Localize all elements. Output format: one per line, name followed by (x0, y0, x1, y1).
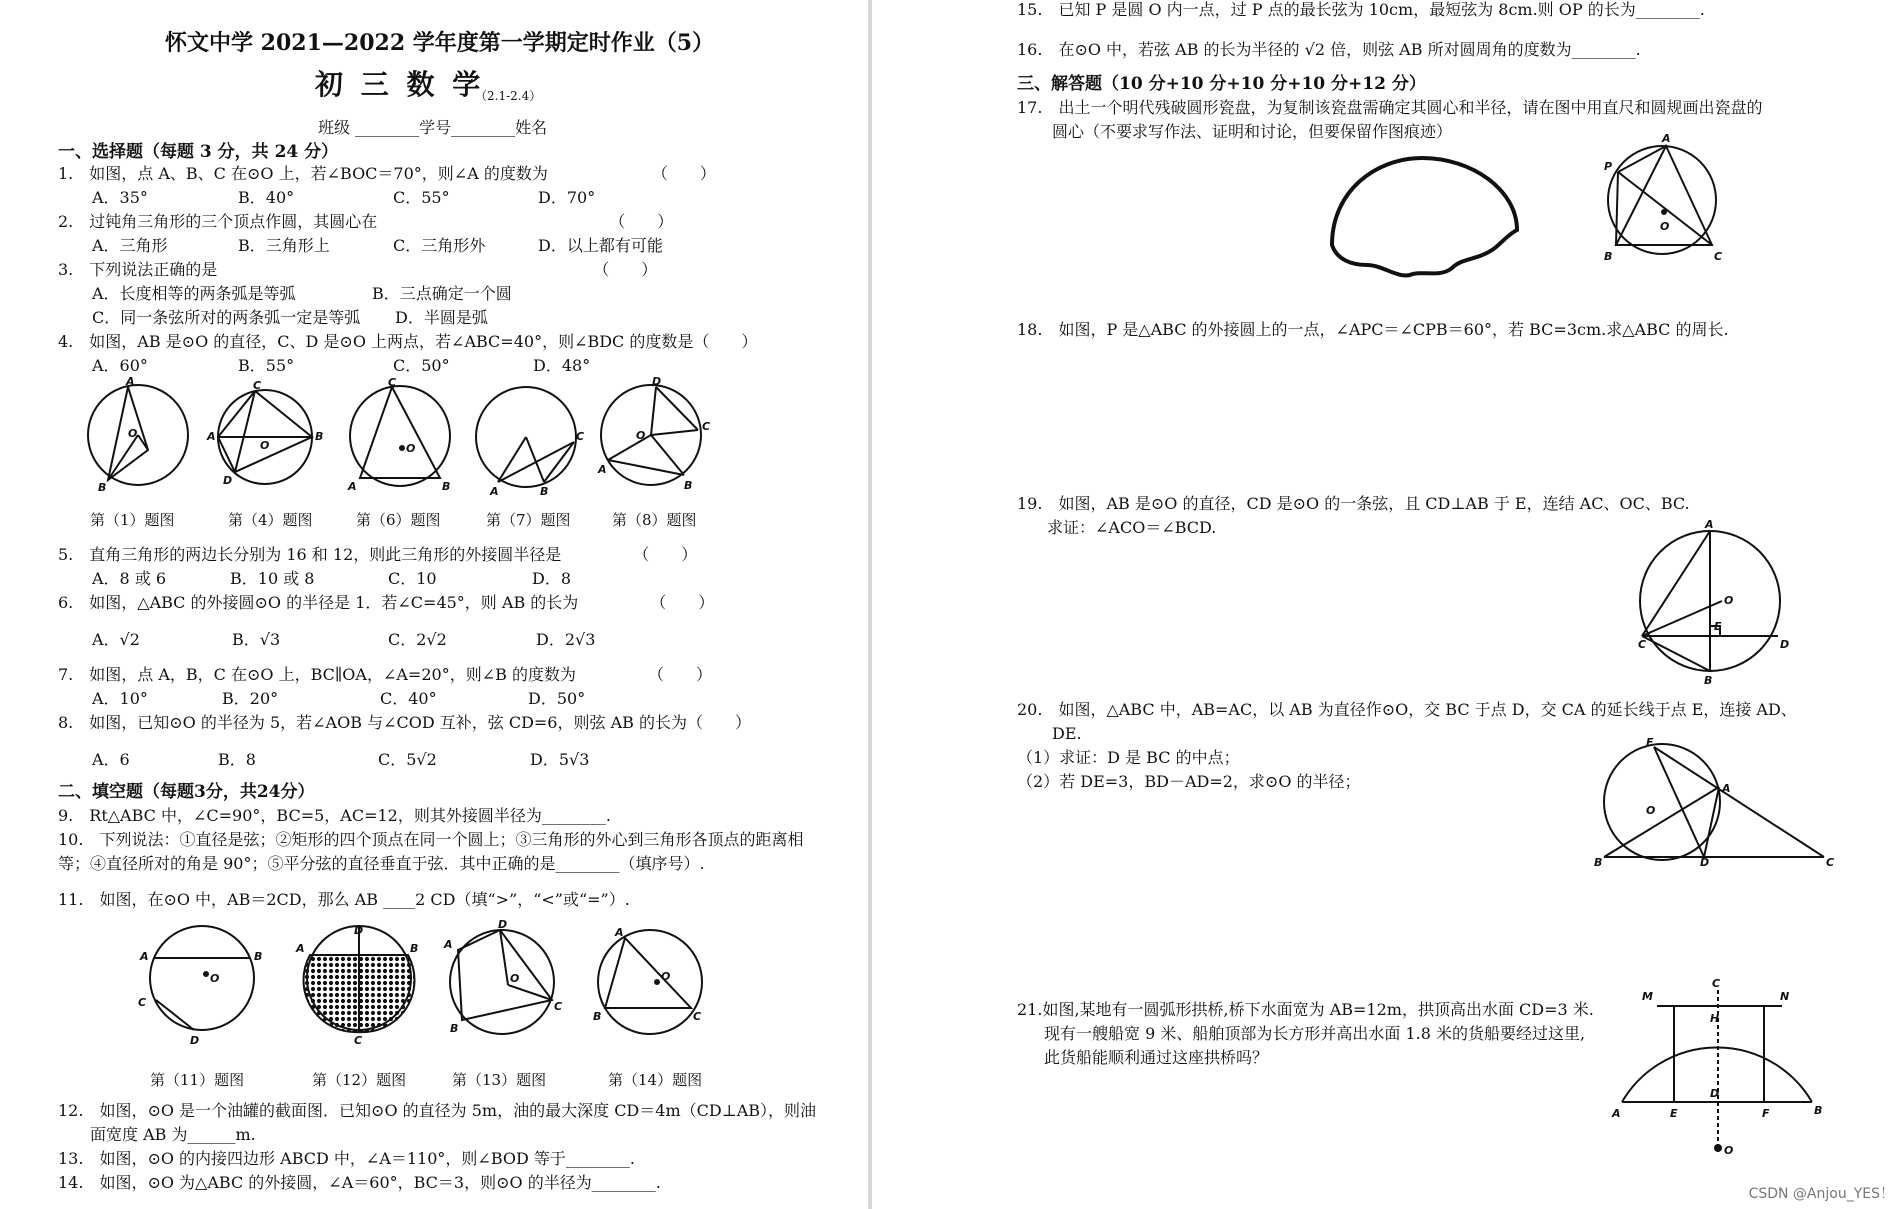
svg-text:C: C (138, 996, 147, 1009)
figure-q11 (132, 920, 272, 1045)
figure-q17-broken-plate (1322, 150, 1522, 285)
svg-text:A: A (348, 480, 357, 493)
q6-option-c: C．2√2 (388, 630, 447, 649)
svg-text:O: O (128, 427, 138, 440)
svg-text:A: A (1705, 518, 1714, 531)
q4-option-a: A．60° (92, 356, 148, 375)
svg-text:A: A (598, 463, 607, 476)
svg-text:O: O (661, 970, 671, 983)
svg-text:B: B (450, 1022, 459, 1035)
section-fill-heading: 二、填空题（每题3分，共24分） (58, 782, 315, 802)
question-8: 8. 如图，已知⊙O 的半径为 5，若∠AOB 与∠COD 互补，弦 CD=6，则弦 AB 的长为（ ） (58, 713, 751, 732)
question-20-line2: DE. (1052, 724, 1082, 743)
subject-title: 初 三 数 学 (315, 68, 485, 101)
svg-text:A: A (615, 926, 624, 939)
question-12-line2: 面宽度 AB 为______m. (90, 1125, 256, 1144)
q5-option-d: D．8 (532, 569, 572, 588)
question-20-part1: （1）求证：D 是 BC 的中点； (1017, 748, 1240, 767)
q1-option-c: C．55° (393, 188, 450, 207)
caption-fig-q13: 第（13）题图 (452, 1071, 547, 1089)
question-9: 9. Rt△ABC 中，∠C=90°，BC=5，AC=12，则其外接圆半径为________. (58, 806, 611, 825)
svg-text:B: B (1814, 1104, 1823, 1117)
question-20-line1: 20. 如图，△ABC 中，AB=AC，以 AB 为直径作⊙O，交 BC 于点 D，交 CA 的延长线于点 E，连接 AD、 (1017, 700, 1797, 719)
question-2: 2. 过钝角三角形的三个顶点作圆，其圆心在 （ ） (58, 212, 674, 231)
question-15: 15. 已知 P 是圆 O 内一点，过 P 点的最长弦为 10cm，最短弦为 8cm.则 OP 的长为________. (1017, 0, 1705, 19)
caption-fig-q1: 第（1）题图 (90, 511, 175, 529)
svg-text:A: A (1722, 782, 1731, 795)
question-20-part2: （2）若 DE=3，BD－AD=2，求⊙O 的半径； (1017, 772, 1361, 791)
left-page (0, 0, 868, 1209)
svg-text:C: C (354, 1034, 363, 1047)
section-choice-heading: 一、选择题（每题 3 分，共 24 分） (58, 142, 339, 162)
watermark: CSDN @Anjou_YES！ (1748, 1186, 1894, 1202)
svg-text:A: A (1662, 132, 1671, 145)
question-1: 1. 如图，点 A、B、C 在⊙O 上，若∠BOC＝70°，则∠A 的度数为 （ ） (58, 164, 716, 183)
question-21-line3: 此货船能顺利通过这座拱桥吗？ (1044, 1048, 1269, 1067)
figure-q21-arch-bridge (1612, 972, 1827, 1157)
q4-option-c: C．50° (393, 356, 450, 375)
svg-text:O: O (510, 972, 520, 985)
svg-text:B: B (410, 942, 419, 955)
q8-option-d: D．5√3 (530, 750, 590, 769)
svg-text:A: A (126, 375, 135, 388)
right-page (872, 0, 1902, 1209)
q3-option-c: C．同一条弦所对的两条弧一定是等弧 (92, 308, 361, 327)
svg-text:O: O (260, 439, 270, 452)
figure-q6 (340, 378, 460, 493)
svg-text:A: A (444, 938, 453, 951)
svg-text:M: M (1642, 990, 1653, 1003)
svg-text:O: O (1646, 804, 1656, 817)
svg-text:B: B (684, 479, 693, 492)
q6-option-d: D．2√3 (536, 630, 596, 649)
question-10-line1: 10. 下列说法：①直径是弦；②矩形的四个顶点在同一个圆上；③三角形的外心到三角形各顶点的距离相 (58, 830, 804, 849)
figure-q7 (468, 382, 588, 497)
svg-text:B: B (540, 485, 549, 498)
svg-text:O: O (1724, 594, 1734, 607)
exam-title: 怀文中学 2021—2022 学年度第一学期定时作业（5） (165, 30, 715, 56)
svg-text:D: D (1700, 856, 1710, 869)
svg-text:B: B (593, 1010, 602, 1023)
svg-text:C: C (1714, 250, 1723, 263)
svg-text:D: D (354, 924, 364, 937)
question-18: 18. 如图，P 是△ABC 的外接圆上的一点，∠APC＝∠CPB＝60°，若 BC=3cm.求△ABC 的周长. (1017, 320, 1729, 339)
svg-text:H: H (1710, 1012, 1720, 1025)
svg-text:O: O (210, 972, 220, 985)
question-21-line2: 现有一艘船宽 9 米、船舶顶部为长方形并高出水面 1.8 米的货船要经过这里, (1044, 1024, 1586, 1043)
svg-text:B: B (1594, 856, 1603, 869)
svg-text:B: B (254, 950, 263, 963)
question-21-line1: 21.如图,某地有一圆弧形拱桥,桥下水面宽为 AB=12m，拱顶高出水面 CD=3 米. (1017, 1000, 1594, 1019)
svg-text:N: N (1780, 990, 1790, 1003)
q7-option-b: B．20° (222, 689, 279, 708)
svg-text:O: O (1724, 1144, 1734, 1157)
q8-option-b: B．8 (218, 750, 256, 769)
figure-q1 (78, 375, 198, 495)
svg-text:E: E (1670, 1107, 1678, 1120)
svg-text:A: A (207, 430, 216, 443)
figure-q4 (205, 379, 325, 492)
svg-text:A: A (296, 942, 305, 955)
q2-option-c: C．三角形外 (393, 236, 486, 255)
student-info-line: 班级 ________学号________姓名 (318, 118, 548, 137)
q3-option-d: D．半圆是弧 (395, 308, 488, 327)
caption-fig-q8: 第（8）题图 (612, 511, 697, 529)
svg-text:C: C (1826, 856, 1835, 869)
question-7: 7. 如图，点 A，B，C 在⊙O 上，BC∥OA，∠A=20°，则∠B 的度数为 （ ） (58, 665, 712, 684)
q1-option-d: D．70° (538, 188, 596, 207)
svg-text:C: C (1712, 977, 1721, 990)
figure-q14 (585, 920, 715, 1045)
svg-text:B: B (1604, 250, 1613, 263)
q5-option-c: C．10 (388, 569, 437, 588)
svg-text:P: P (1604, 160, 1613, 173)
caption-fig-q11: 第（11）题图 (150, 1071, 245, 1089)
q1-option-b: B．40° (238, 188, 295, 207)
q3-option-b: B．三点确定一个圆 (372, 284, 512, 303)
question-19-line2: 求证：∠ACO＝∠BCD. (1047, 518, 1217, 537)
caption-fig-q6: 第（6）题图 (356, 511, 441, 529)
question-11: 11. 如图，在⊙O 中，AB＝2CD，那么 AB ____2 CD（填“>”，“<”或“=”）. (58, 890, 630, 909)
figure-q13 (440, 920, 570, 1045)
question-19-line1: 19. 如图，AB 是⊙O 的直径，CD 是⊙O 的一条弦，且 CD⊥AB 于 E，连结 AC、OC、BC. (1017, 494, 1690, 513)
svg-text:B: B (1704, 674, 1713, 687)
caption-fig-q12: 第（12）题图 (312, 1071, 407, 1089)
figure-q8 (596, 375, 716, 495)
svg-text:E: E (1646, 736, 1654, 749)
svg-text:C: C (554, 1000, 563, 1013)
svg-text:E: E (1714, 620, 1722, 633)
q4-option-b: B．55° (238, 356, 295, 375)
question-5: 5. 直角三角形的两边长分别为 16 和 12，则此三角形的外接圆半径是 （ ） (58, 545, 698, 564)
q5-option-a: A．8 或 6 (92, 569, 167, 588)
svg-text:B: B (442, 480, 451, 493)
svg-text:D: D (1710, 1087, 1720, 1100)
svg-text:D: D (223, 474, 233, 487)
q4-option-d: D．48° (533, 356, 591, 375)
question-14: 14. 如图，⊙O 为△ABC 的外接圆，∠A＝60°，BC＝3，则⊙O 的半径为________. (58, 1173, 661, 1192)
question-13: 13. 如图，⊙O 的内接四边形 ABCD 中，∠A＝110°，则∠BOD 等于________. (58, 1149, 635, 1168)
question-10-line2: 等；④直径所对的角是 90°；⑤平分弦的直径垂直于弦．其中正确的是________（填序号）. (58, 854, 705, 873)
q7-option-c: C．40° (380, 689, 437, 708)
question-3: 3. 下列说法正确的是 （ ） (58, 260, 658, 279)
q3-option-a: A．长度相等的两条弧是等弧 (92, 284, 296, 303)
svg-text:B: B (315, 430, 324, 443)
svg-text:O: O (636, 429, 646, 442)
caption-fig-q14: 第（14）题图 (608, 1071, 703, 1089)
svg-text:D: D (652, 375, 662, 388)
q7-option-d: D．50° (528, 689, 586, 708)
chapter-range: （2.1-2.4） (475, 89, 542, 103)
q8-option-c: C．5√2 (378, 750, 437, 769)
svg-text:C: C (693, 1010, 702, 1023)
question-4: 4. 如图，AB 是⊙O 的直径，C、D 是⊙O 上两点，若∠ABC=40°，则∠BDC 的度数是（ ） (58, 332, 758, 351)
svg-text:D: D (498, 918, 508, 931)
q2-option-d: D．以上都有可能 (538, 236, 663, 255)
figure-q18 (1594, 130, 1729, 265)
q2-option-a: A．三角形 (92, 236, 168, 255)
question-16: 16. 在⊙O 中，若弦 AB 的长为半径的 √2 倍，则弦 AB 所对圆周角的度数为________. (1017, 40, 1641, 59)
q5-option-b: B．10 或 8 (230, 569, 315, 588)
question-12-line1: 12. 如图，⊙O 是一个油罐的截面图．已知⊙O 的直径为 5m，油的最大深度 CD＝4m（CD⊥AB），则油 (58, 1101, 817, 1120)
svg-text:C: C (388, 376, 397, 389)
svg-text:O: O (406, 442, 416, 455)
caption-fig-q7: 第（7）题图 (486, 511, 571, 529)
svg-text:O: O (1660, 220, 1670, 233)
svg-text:C: C (253, 379, 262, 392)
figure-q19 (1640, 516, 1790, 686)
q8-option-a: A．6 (92, 750, 130, 769)
caption-fig-q4: 第（4）题图 (228, 511, 313, 529)
svg-text:C: C (576, 430, 585, 443)
svg-text:A: A (1612, 1107, 1621, 1120)
svg-text:A: A (490, 485, 499, 498)
question-6: 6. 如图，△ABC 的外接圆⊙O 的半径是 1．若∠C=45°，则 AB 的长为 （ ） (58, 593, 715, 612)
section-solve-heading: 三、解答题（10 分+10 分+10 分+10 分+12 分） (1017, 74, 1426, 94)
q6-option-b: B．√3 (232, 630, 281, 649)
question-17-line2: 圆心（不要求写作法、证明和讨论，但要保留作图痕迹） (1052, 122, 1453, 141)
q7-option-a: A．10° (92, 689, 148, 708)
figure-q20 (1594, 736, 1835, 869)
svg-text:D: D (190, 1034, 200, 1047)
question-17-line1: 17. 出土一个明代残破圆形瓷盘，为复制该瓷盘需确定其圆心和半径，请在图中用直尺和圆规画出瓷盘的 (1017, 98, 1763, 117)
q6-option-a: A．√2 (92, 630, 140, 649)
svg-text:C: C (702, 420, 711, 433)
figure-q12 (292, 920, 427, 1045)
svg-text:D: D (1780, 638, 1790, 651)
svg-text:A: A (140, 950, 149, 963)
q1-option-a: A．35° (92, 188, 148, 207)
svg-text:C: C (1638, 638, 1647, 651)
q2-option-b: B．三角形上 (238, 236, 330, 255)
svg-text:F: F (1762, 1107, 1770, 1120)
svg-text:B: B (98, 481, 107, 494)
